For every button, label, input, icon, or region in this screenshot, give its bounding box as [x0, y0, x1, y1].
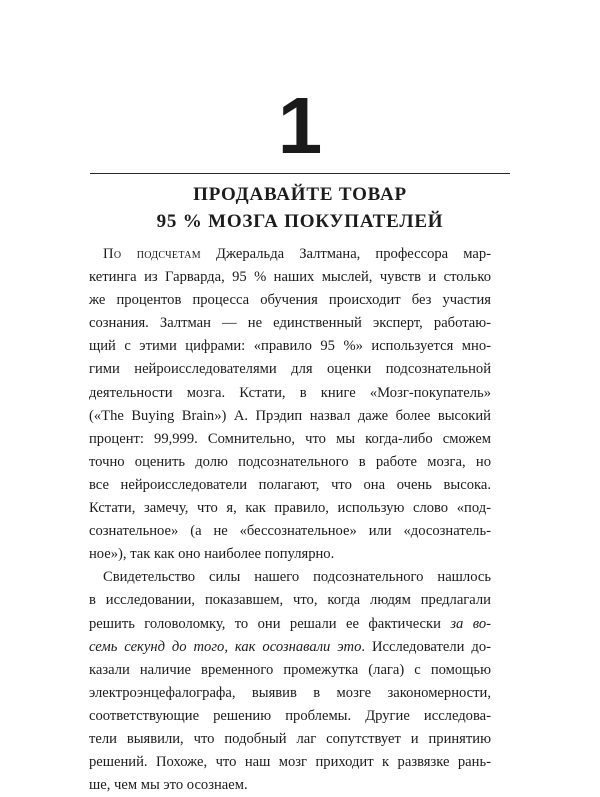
paragraph-2-line: казали наличие временного промежутка (лага) с помощью	[89, 661, 491, 678]
emphasis-text: семь секунд до того, как осознавали это	[89, 638, 362, 655]
paragraph-1-line: ное»), так как оно наиболее популярно.	[89, 546, 335, 563]
paragraph-1-line: гими нейроисследователями для оценки подсознательной	[89, 361, 491, 378]
paragraph-1-line: кетинга из Гарварда, 95 % наших мыслей, чувств и столько	[89, 269, 491, 286]
chapter-divider-rule	[90, 173, 510, 174]
paragraph-2-line: решить головоломку, то они решали ее фактически за во-	[89, 615, 491, 632]
chapter-title	[60, 181, 540, 235]
emphasis-text: за во-	[450, 615, 491, 632]
chapter-title-line-2: 95 % МОЗГА ПОКУПАТЕЛЕЙ	[156, 211, 444, 232]
paragraph-1-line: же процентов процесса обучения происходит без участия	[89, 292, 491, 309]
paragraph-1-line: По подсчетам Джеральда Залтмана, профессора мар-	[103, 246, 491, 262]
paragraph-1-line: («The Buying Brain») А. Прэдип назвал даже более высокий	[89, 407, 491, 424]
paragraph-2-line: Свидетельство силы нашего подсознательного нашлось	[103, 569, 491, 586]
paragraph-1-line: щий с этими цифрами: «правило 95 %» используется мно-	[89, 338, 491, 355]
paragraph-1-line: сознательное» (а не «бессознательное» или «досознатель-	[89, 523, 491, 540]
paragraph-lead-in: По подсчетам	[103, 246, 201, 262]
paragraph-2-line: ше, чем мы это осознаем.	[89, 777, 248, 794]
paragraph-2-line: семь секунд до того, как осознавали это. Исследователи до-	[89, 638, 491, 655]
paragraph-2-line: решений. Похоже, что наш мозг приходит к развязке рань-	[89, 754, 491, 771]
chapter-number: 1	[277, 81, 323, 170]
paragraph-1-line: деятельности мозга. Кстати, в книге «Мозг-покупатель»	[89, 384, 491, 401]
paragraph-1-line: все нейроисследователи полагают, что она очень высока.	[89, 476, 491, 493]
paragraph-1-line: сознания. Залтман — не единственный эксперт, работаю-	[89, 315, 491, 332]
paragraph-2-line: соответствующие решению проблемы. Другие исследова-	[89, 707, 491, 724]
paragraph-2-line: в исследовании, показавшем, что, когда людям предлагали	[89, 592, 491, 609]
paragraph-2-line: электроэнцефалографа, выявив в мозге закономерности,	[89, 684, 491, 701]
paragraph-1-line: Кстати, замечу, что я, как правило, использую слово «под-	[89, 500, 491, 517]
paragraph-1-line: процент: 99,999. Сомнительно, что мы когда-либо сможем	[89, 430, 491, 447]
paragraph-1-line: точно оценить долю подсознательного в работе мозга, но	[89, 453, 491, 470]
chapter-body	[89, 243, 491, 797]
paragraph-2-line: тели выявили, что подобный лаг сопутствует и принятию	[89, 730, 491, 747]
chapter-title-line-1: ПРОДАВАЙТЕ ТОВАР	[193, 184, 407, 205]
